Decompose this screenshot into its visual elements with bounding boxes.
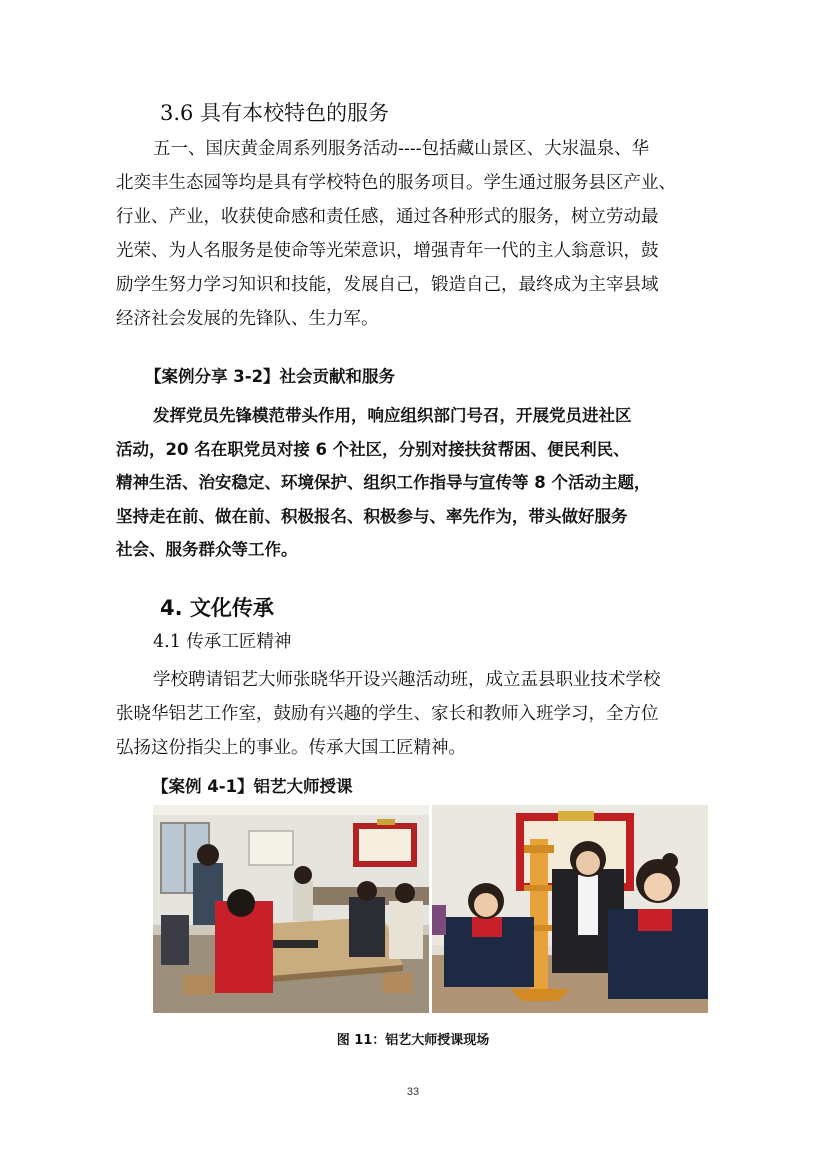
paragraph-line: 北奕丰生态园等均是具有学校特色的服务项目。学生通过服务县区产业、 xyxy=(116,173,676,193)
paragraph-line: 励学生努力学习知识和技能，发展自己，锻造自己，最终成为主宰县域 xyxy=(116,275,659,295)
classroom-workshop-photo xyxy=(153,805,429,1013)
paragraph-line: 行业、产业，收获使命感和责任感，通过各种形式的服务，树立劳动最 xyxy=(116,207,659,227)
case-body-line: 社会、服务群众等工作。 xyxy=(116,540,298,559)
case-body-line: 精神生活、治安稳定、环境保护、组织工作指导与宣传等 8 个活动主题， xyxy=(116,473,651,492)
section-heading-3-6: 3.6 具有本校特色的服务 xyxy=(160,101,390,125)
case-3-2-body xyxy=(116,399,716,567)
section-3-6-paragraph xyxy=(116,132,716,336)
section-heading-4-1: 4.1 传承工匠精神 xyxy=(153,632,292,652)
classroom-photo-illustration xyxy=(153,805,429,1013)
paragraph-line: 经济社会发展的先锋队、生力军。 xyxy=(116,309,379,329)
paragraph-line: 张晓华铝艺工作室，鼓励有兴趣的学生、家长和教师入班学习，全方位 xyxy=(116,704,659,724)
case-body-line: 坚持走在前、做在前、积极报名、积极参与、率先作为，带头做好服务 xyxy=(116,506,628,526)
paragraph-line: 学校聘请铝艺大师张晓华开设兴趣活动班，成立盂县职业技术学校 xyxy=(153,670,661,690)
paragraph-line: 光荣、为人名服务是使命等光荣意识，增强青年一代的主人翁意识，鼓 xyxy=(116,241,659,261)
section-heading-4: 4. 文化传承 xyxy=(160,596,274,620)
section-4-1-paragraph xyxy=(116,663,716,765)
aluminum-art-teaching-photo xyxy=(432,805,708,1013)
paragraph-line: 五一、国庆黄金周系列服务活动----包括藏山景区、大汖温泉、华 xyxy=(153,139,650,159)
paragraph-line: 弘扬这份指尖上的事业。传承大国工匠精神。 xyxy=(116,738,466,758)
case-4-1-title: 【案例 4-1】铝艺大师授课 xyxy=(152,777,353,796)
case-body-line: 发挥党员先锋模范带头作用，响应组织部门号召，开展党员进社区 xyxy=(153,406,632,425)
teaching-photo-illustration xyxy=(432,805,708,1013)
figure-caption: 图 11：铝艺大师授课现场 xyxy=(336,1033,490,1048)
page-number: 33 xyxy=(406,1086,420,1098)
case-body-line: 活动，20 名在职党员对接 6 个社区，分别对接扶贫帮困、便民利民、 xyxy=(116,439,630,459)
case-3-2-title: 【案例分享 3-2】社会贡献和服务 xyxy=(145,367,396,386)
